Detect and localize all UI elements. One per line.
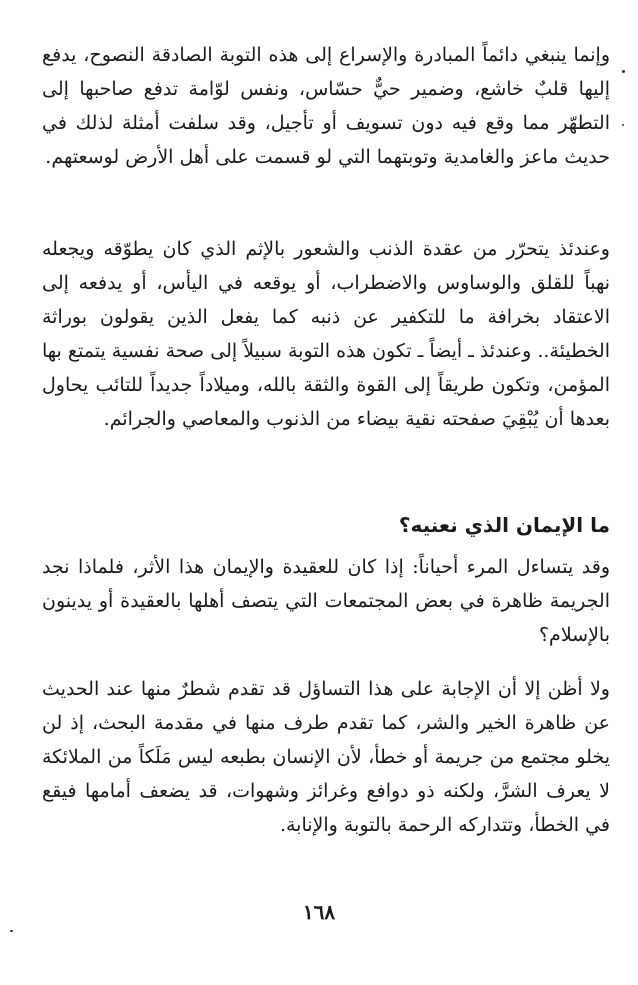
paragraph-freedom-from-guilt: وعندئذ يتحرّر من عقدة الذنب والشعور بالإثم الذي كان يطوّقه ويجعله نهباً للقلق والوساوس والاضطراب، أو يوقعه في اليأس، أو يدفعه إلى الاعتقاد بخرافة ما للتكفير عن ذنبه كما يفعل الذين يقولون بوراثة الخطيئة.. وعندئذ ـ أيضاً ـ تكون هذه التوبة سبيلاً إلى صحة نفسية يتمتع بها المؤمن، وتكون طريقاً إلى القوة والثقة بالله، وميلاداً جديداً للتائب يحاول بعدها أن يُبْقِيَ صفحته نقية بيضاء من الذنوب والمعاصي والجرائم. — [42, 238, 610, 430]
paragraph-question: وقد يتساءل المرء أحياناً: إذا كان للعقيدة والإيمان هذا الأثر، فلماذا نجد الجريمة ظاهرة في بعض المجتمعات التي يتصف أهلها بالعقيدة أو يدينون بالإسلام؟ — [42, 556, 610, 646]
scan-speck — [10, 930, 13, 932]
page-number: ١٦٨ — [302, 900, 336, 924]
section-heading: ما الإيمان الذي نعنيه؟ — [398, 513, 610, 537]
scan-speck — [622, 70, 625, 73]
paragraph-answer: ولا أظن إلا أن الإجابة على هذا التساؤل قد تقدم شطرٌ منها عند الحديث عن ظاهرة الخير والشر، كما تقدم طرف منها في مقدمة البحث، إذ لن يخلو مجتمع من جريمة أو خطأ، لأن الإنسان بطبعه ليس مَلَكاً من الملائكة لا يعرف الشرَّ، ولكنه ذو دوافع وغرائز وشهوات، قد يضعف أمامها فيقع في الخطأ، وتتداركه الرحمة بالتوبة والإنابة. — [42, 678, 610, 836]
paragraph-repentance-haste: وإنما ينبغي دائماً المبادرة والإسراع إلى هذه التوبة الصادقة النصوح، يدفع إليها قلبٌ خاشع، وضمير حيٌّ حسّاس، ونفس لوّامة تدفع صاحبها إلى التطهّر مما وقع فيه دون تسويف أو تأجيل، وقد سلفت أمثلة لذلك في حديث ماعز والغامدية وتوبتهما التي لو قسمت على أهل الأرض لوسعتهم. — [42, 44, 610, 168]
scan-speck — [622, 124, 624, 126]
